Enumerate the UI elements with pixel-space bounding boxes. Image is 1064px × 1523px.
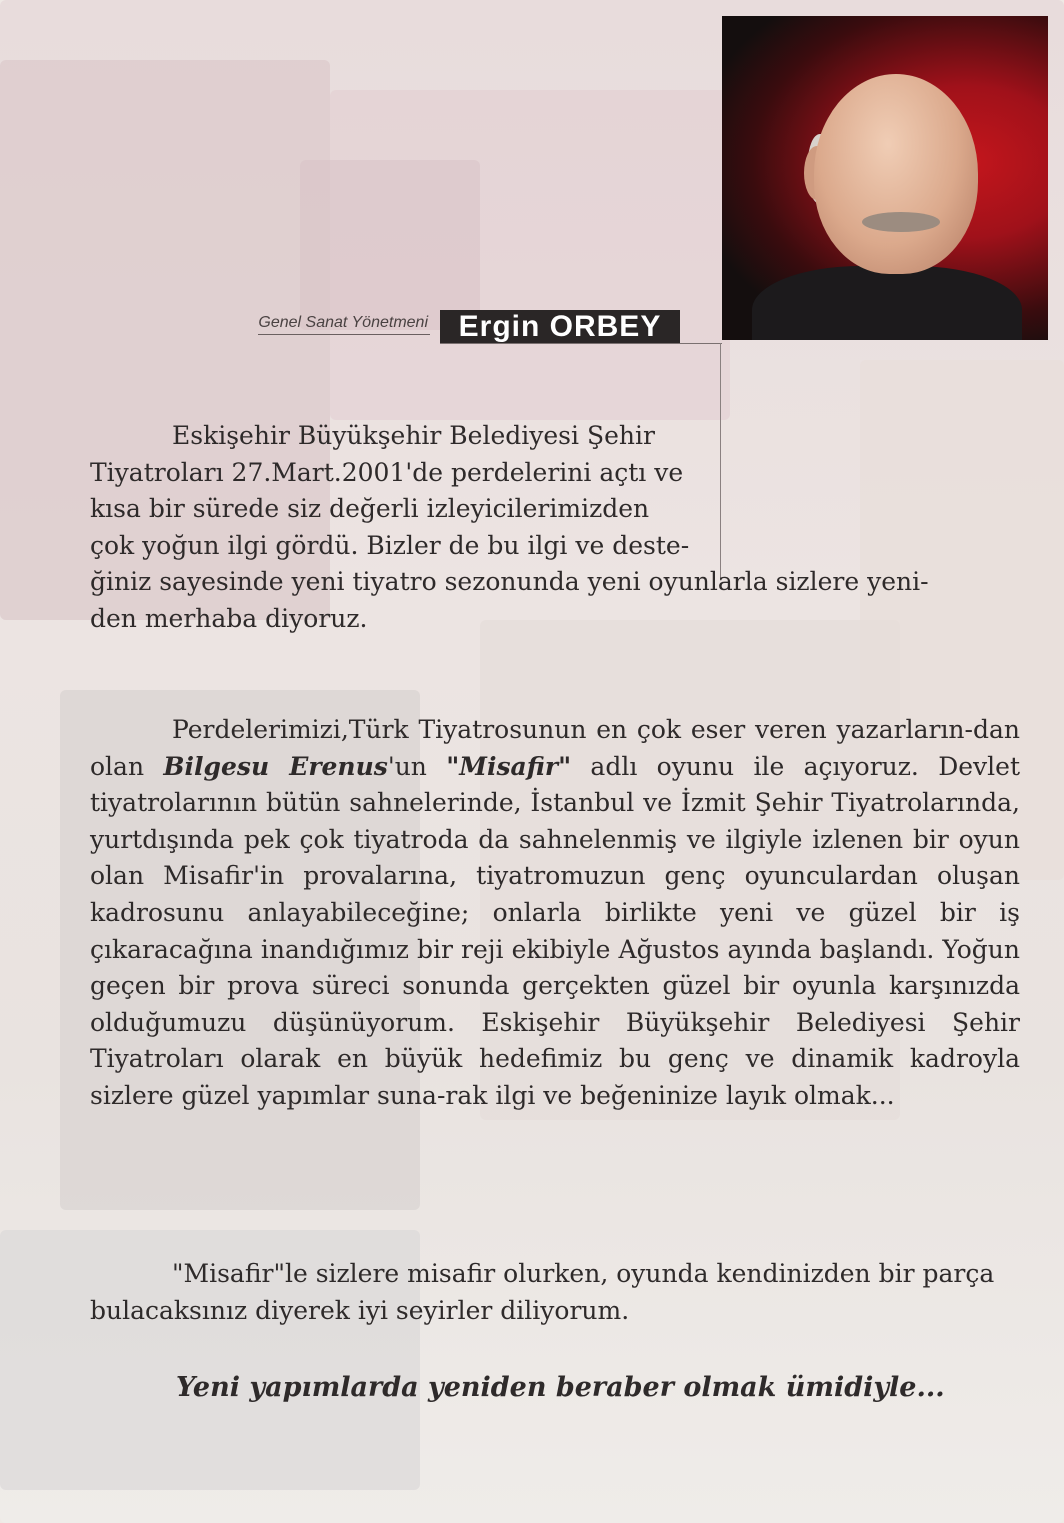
playwright-name: Bilgesu Erenus: [163, 751, 388, 781]
author-role: Genel Sanat Yönetmeni: [258, 314, 430, 335]
paragraph-wishes: "Misafir"le sizlere misafir olurken, oyunda kendinizden bir parça bulacaksınız diyerek iyi seyirler diliyorum.: [90, 1259, 995, 1325]
paragraph-intro: [90, 418, 1020, 638]
author-name: Ergin ORBEY: [440, 310, 680, 344]
paragraph-play: Perdelerimizi,Türk Tiyatrosunun en çok eser veren yazarların-dan olan Bilgesu Erenus'un "Misafir" adlı oyunu ile açıyoruz. Devlet tiyatrolarının bütün sahnelerinde, İstanbul ve İzmit Şehir Tiyatrolarında, yurtdışında pek çok tiyatroda da sahnelenmiş ve ilgiyle izlenen bir oyun olan Misafir'in provalarına, tiyatromuzun genç oyunculardan oluşan kadrosunu anlayabileceğine; onlarla birlikte yeni ve güzel bir iş çıkaracağına inandığımız bir reji ekibiyle Ağustos ayında başlandı. Yoğun geçen bir prova süreci sonunda gerçekten güzel bir oyunla karşınızda olduğumuzu düşünüyorum. Eskişehir Büyükşehir Belediyesi Şehir Tiyatroları olarak en büyük hedefimiz bu genç ve dinamik kadroyla sizlere güzel yapımlar suna-rak ilgi ve beğeninize layık olmak...: [90, 715, 1020, 1110]
intro-line: kısa bir sürede siz değerli izleyicilerimizden: [90, 494, 650, 524]
closing-line: Yeni yapımlarda yeniden beraber olmak ümidiyle...: [176, 1372, 945, 1403]
divider-horizontal: [440, 343, 722, 344]
intro-line: Eskişehir Büyükşehir Belediyesi Şehir: [172, 421, 655, 450]
play-title: "Misafir": [446, 751, 572, 781]
intro-line: Tiyatroları 27.Mart.2001'de perdelerini açtı ve: [90, 457, 684, 487]
portrait-photo: [722, 16, 1048, 340]
byline: [0, 310, 722, 344]
intro-line: ğiniz sayesinde yeni tiyatro sezonunda yeni oyunlarla sizlere yeni-: [90, 567, 929, 597]
intro-line: den merhaba diyoruz.: [90, 603, 368, 633]
intro-line: çok yoğun ilgi gördü. Bizler de bu ilgi ve deste-: [90, 530, 690, 560]
